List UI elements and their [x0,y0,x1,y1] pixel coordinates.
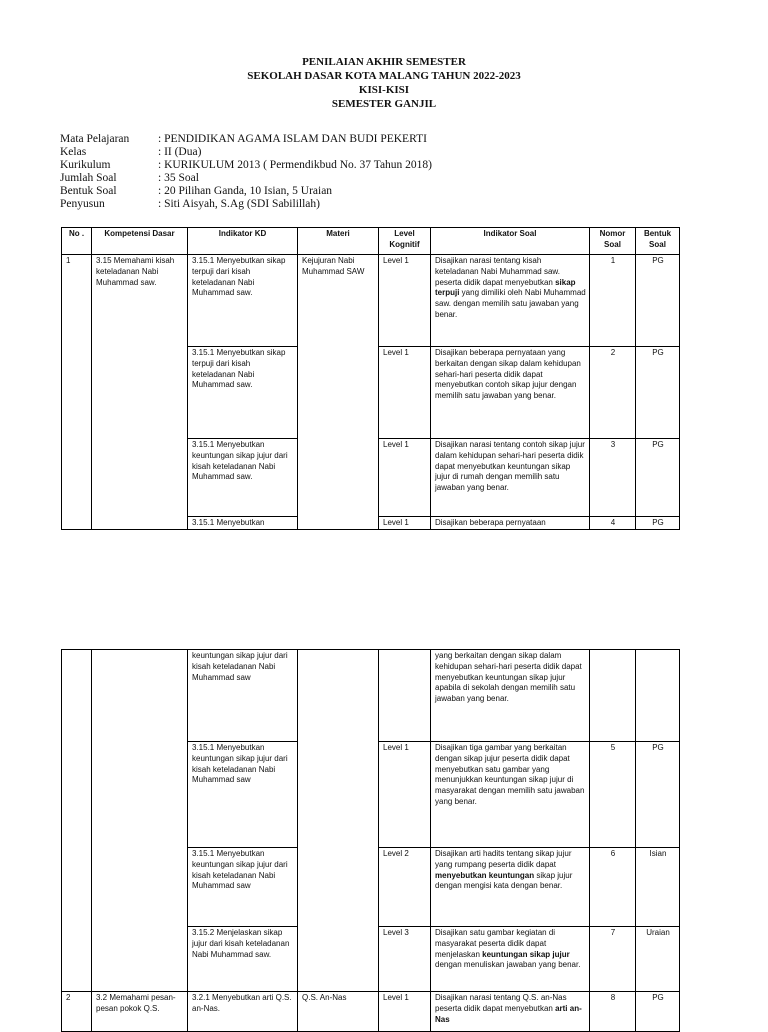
cell-materi: Q.S. An-Nas [298,992,379,1032]
cell-indikator-soal [431,347,590,439]
cell-kd [92,650,188,992]
header-line-1: PENILAIAN AKHIR SEMESTER [302,56,466,68]
cell-indikator-soal [431,650,590,742]
document-header [0,55,768,111]
cell-no: 2 [62,992,92,1032]
meta-key: Kelas [60,146,87,158]
cell-level: Level 1 [379,439,431,517]
cell-kd: 3.2 Memahami pesan-pesan pokok Q.S. [92,992,188,1032]
cell-indikator-soal [431,517,590,530]
meta-row [60,159,432,172]
meta-row [60,172,432,185]
cell-bentuk: Isian [636,848,680,927]
cell-nomor: 6 [590,848,636,927]
meta-value: : KURIKULUM 2013 ( Permendikbud No. 37 Tahun 2018) [158,159,433,171]
cell-nomor: 5 [590,742,636,848]
col-header-nomor: Nomor Soal [590,228,636,255]
table-header-row [62,228,680,255]
col-header-bentuk: Bentuk Soal [636,228,680,255]
cell-bentuk: PG [636,742,680,848]
table-row [62,255,680,347]
indikator-text: Disajikan beberapa pernyataan [435,518,546,527]
indikator-text: Disajikan satu gambar kegiatan di masyarakat peserta didik dapat menjelaskan [435,928,556,959]
indikator-keyword: keuntungan sikap jujur [482,949,570,959]
indikator-text: sikap jujur dengan mengisi kata dengan benar. [435,870,573,891]
cell-indikator-soal [431,992,590,1032]
indikator-keyword: sikap terpuji [435,277,576,298]
col-header-kd: Kompetensi Dasar [92,228,188,255]
cell-indikator-kd: 3.15.1 Menyebutkan sikap terpuji dari kisah keteladanan Nabi Muhammad saw. [188,347,298,439]
cell-indikator-kd: 3.15.1 Menyebutkan [188,517,298,530]
meta-row [60,198,432,211]
meta-key: Kurikulum [60,159,111,171]
cell-indikator-kd: keuntungan sikap jujur dari kisah keteladanan Nabi Muhammad saw [188,650,298,742]
cell-indikator-soal [431,255,590,347]
header-line-3: KISI-KISI [358,84,410,96]
col-header-no: No . [62,228,92,255]
cell-indikator-kd: 3.15.1 Menyebutkan keuntungan sikap jujur dari kisah keteladanan Nabi Muhammad saw [188,848,298,927]
cell-bentuk [636,650,680,742]
indikator-text: Disajikan narasi tentang Q.S. an-Nas peserta didik dapat menyebutkan [435,993,567,1013]
meta-key: Bentuk Soal [60,185,117,197]
cell-bentuk: PG [636,255,680,347]
indikator-text: yang dimiliki oleh Nabi Muhammad saw. dengan memilih satu jawaban yang benar. [435,288,586,319]
cell-indikator-kd: 3.2.1 Menyebutkan arti Q.S. an-Nas. [188,992,298,1032]
meta-row [60,133,432,146]
cell-no [62,650,92,992]
meta-key: Penyusun [60,198,105,210]
col-header-materi: Materi [298,228,379,255]
cell-nomor: 2 [590,347,636,439]
cell-indikator-soal [431,439,590,517]
cell-bentuk: PG [636,439,680,517]
cell-nomor: 1 [590,255,636,347]
identity-block [60,133,432,211]
cell-level: Level 1 [379,742,431,848]
cell-bentuk: Uraian [636,927,680,992]
meta-key: Jumlah Soal [60,172,117,184]
kisi-table-page-2 [61,649,680,1032]
indikator-text: Disajikan beberapa pernyataan yang berkaitan dengan sikap dalam kehidupan sehari-hari peserta didik dapat menyebutkan contoh sikap jujur dengan memilih satu jawaban yang benar. [435,348,581,401]
meta-value: : PENDIDIKAN AGAMA ISLAM DAN BUDI PEKERTI [158,133,427,145]
col-header-level: Level Kognitif [379,228,431,255]
cell-indikator-soal [431,848,590,927]
cell-nomor: 7 [590,927,636,992]
col-header-indikator-soal: Indikator Soal [431,228,590,255]
cell-nomor: 8 [590,992,636,1032]
cell-level: Level 1 [379,255,431,347]
cell-indikator-soal [431,927,590,992]
cell-indikator-kd: 3.15.1 Menyebutkan keuntungan sikap jujur dari kisah keteladanan Nabi Muhammad saw. [188,439,298,517]
cell-kd: 3.15 Memahami kisah keteladanan Nabi Muhammad saw. [92,255,188,530]
cell-nomor: 4 [590,517,636,530]
indikator-text: Disajikan narasi tentang contoh sikap jujur dalam kehidupan sehari-hari peserta didik dapat menyebutkan keuntungan sikap jujur di rumah dengan memilih satu jawaban yang benar. [435,440,585,493]
cell-nomor [590,650,636,742]
cell-materi: Kejujuran Nabi Muhammad SAW [298,255,379,530]
cell-level: Level 1 [379,347,431,439]
meta-row [60,185,432,198]
document-page-2 [0,588,768,1024]
table-row [62,650,680,742]
meta-value: : 35 Soal [158,172,199,184]
kisi-table-page-1 [61,227,680,530]
cell-level: Level 1 [379,992,431,1032]
indikator-keyword: arti an-Nas [435,1003,582,1024]
cell-indikator-kd: 3.15.2 Menjelaskan sikap jujur dari kisah keteladanan Nabi Muhammad saw. [188,927,298,992]
indikator-text: yang berkaitan dengan sikap dalam kehidupan sehari-hari peserta didik dapat menyebutkan keuntungan sikap jujur apabila di sekolah dengan memilih satu jawaban yang benar. [435,651,582,704]
cell-indikator-soal [431,742,590,848]
meta-key: Mata Pelajaran [60,133,130,145]
cell-level [379,650,431,742]
header-line-4: SEMESTER GANJIL [331,98,437,110]
cell-bentuk: PG [636,347,680,439]
cell-bentuk: PG [636,992,680,1032]
indikator-text: dengan menuliskan jawaban yang benar. [435,960,581,970]
cell-level: Level 3 [379,927,431,992]
cell-indikator-kd: 3.15.1 Menyebutkan keuntungan sikap jujur dari kisah keteladanan Nabi Muhammad saw [188,742,298,848]
meta-value: : II (Dua) [158,146,202,158]
meta-value: : Siti Aisyah, S.Ag (SDI Sabilillah) [158,198,320,210]
table-row [62,992,680,1032]
indikator-text: Disajikan arti hadits tentang sikap jujur yang rumpang peserta didik dapat [435,849,572,869]
cell-materi [298,650,379,992]
cell-nomor: 3 [590,439,636,517]
header-line-2: SEKOLAH DASAR KOTA MALANG TAHUN 2022-2023 [247,70,521,82]
meta-row [60,146,432,159]
cell-level: Level 1 [379,517,431,530]
cell-bentuk: PG [636,517,680,530]
cell-indikator-kd: 3.15.1 Menyebutkan sikap terpuji dari kisah keteladanan Nabi Muhammad saw. [188,255,298,347]
col-header-indikator-kd: Indikator KD [188,228,298,255]
meta-value: : 20 Pilihan Ganda, 10 Isian, 5 Uraian [158,185,333,197]
indikator-text: Disajikan tiga gambar yang berkaitan dengan sikap jujur peserta didik dapat menyebutkan satu gambar yang menunjukkan keuntungan sikap jujur di masyarakat dengan memilih satu jawaban yang benar. [435,743,585,806]
cell-no: 1 [62,255,92,530]
indikator-keyword: menyebutkan keuntungan [435,870,535,880]
indikator-text: Disajikan narasi tentang kisah keteladanan Nabi Muhammad saw. peserta didik dapat menyebutkan [435,256,560,287]
cell-level: Level 2 [379,848,431,927]
